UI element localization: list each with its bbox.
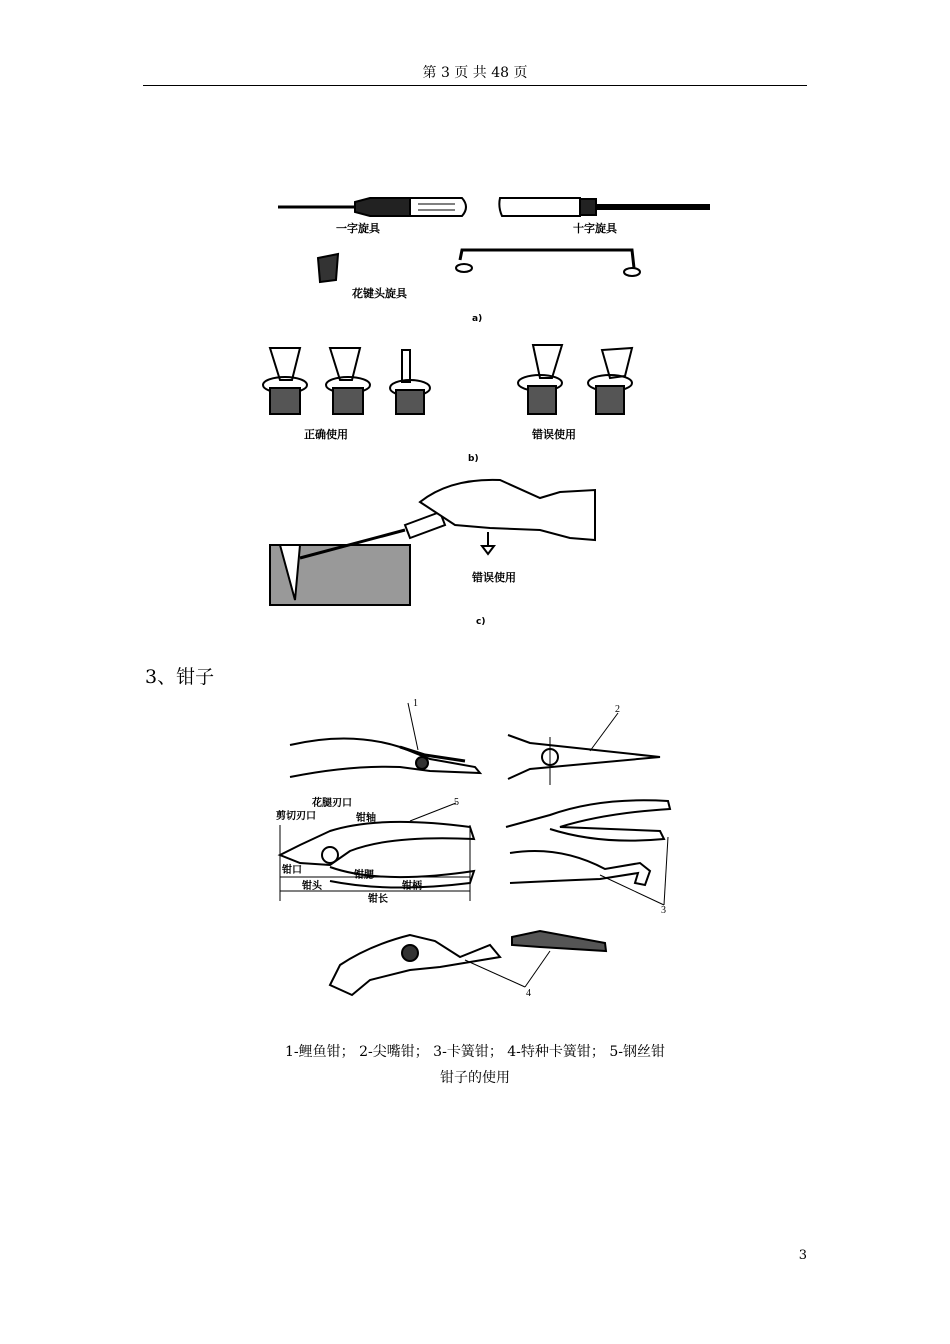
page-number: 3 <box>798 1248 807 1263</box>
section-heading: 3、钳子 <box>145 666 215 688</box>
screwdriver-figure <box>240 180 720 635</box>
page-header: 第 3 页 共 48 页 <box>422 65 528 81</box>
plier-number-5: 5 <box>454 797 459 808</box>
plier-number-1: 1 <box>413 698 418 709</box>
header-rule <box>143 85 807 86</box>
spline-screwdriver-label: 花键头旋具 <box>352 287 407 300</box>
subfigure-a-label: a) <box>472 314 483 324</box>
plier-number-3: 3 <box>661 905 666 916</box>
head-label: 钳头 <box>302 881 322 892</box>
correct-use-label: 正确使用 <box>304 428 348 441</box>
subfigure-c-label: c) <box>476 617 486 627</box>
pliers-illustration <box>260 695 690 1010</box>
axis-label: 钳轴 <box>356 813 376 824</box>
pliers-figure <box>260 695 690 1010</box>
subfigure-b-label: b) <box>468 454 479 464</box>
mouth-label: 钳口 <box>282 865 302 876</box>
cross-screwdriver-label: 十字旋具 <box>573 222 617 235</box>
handle-label: 钳柄 <box>402 881 422 892</box>
flat-screwdriver-label: 一字旋具 <box>336 222 380 235</box>
caption-line-2: 钳子的使用 <box>440 1070 510 1086</box>
plier-number-4: 4 <box>526 988 531 999</box>
shear-edge-label: 剪切刃口 <box>276 811 316 822</box>
jaw-label: 钳腮 <box>354 870 374 881</box>
plier-number-2: 2 <box>615 704 620 715</box>
length-label: 钳长 <box>368 894 388 905</box>
flower-leg-edge-label: 花腿刃口 <box>312 798 352 809</box>
wrong-use-label-b: 错误使用 <box>532 428 576 441</box>
caption-line-1: 1-鲤鱼钳； 2-尖嘴钳； 3-卡簧钳； 4-特种卡簧钳； 5-钢丝钳 <box>285 1044 665 1060</box>
screwdriver-illustration <box>240 180 720 635</box>
wrong-use-label-c: 错误使用 <box>472 571 516 584</box>
